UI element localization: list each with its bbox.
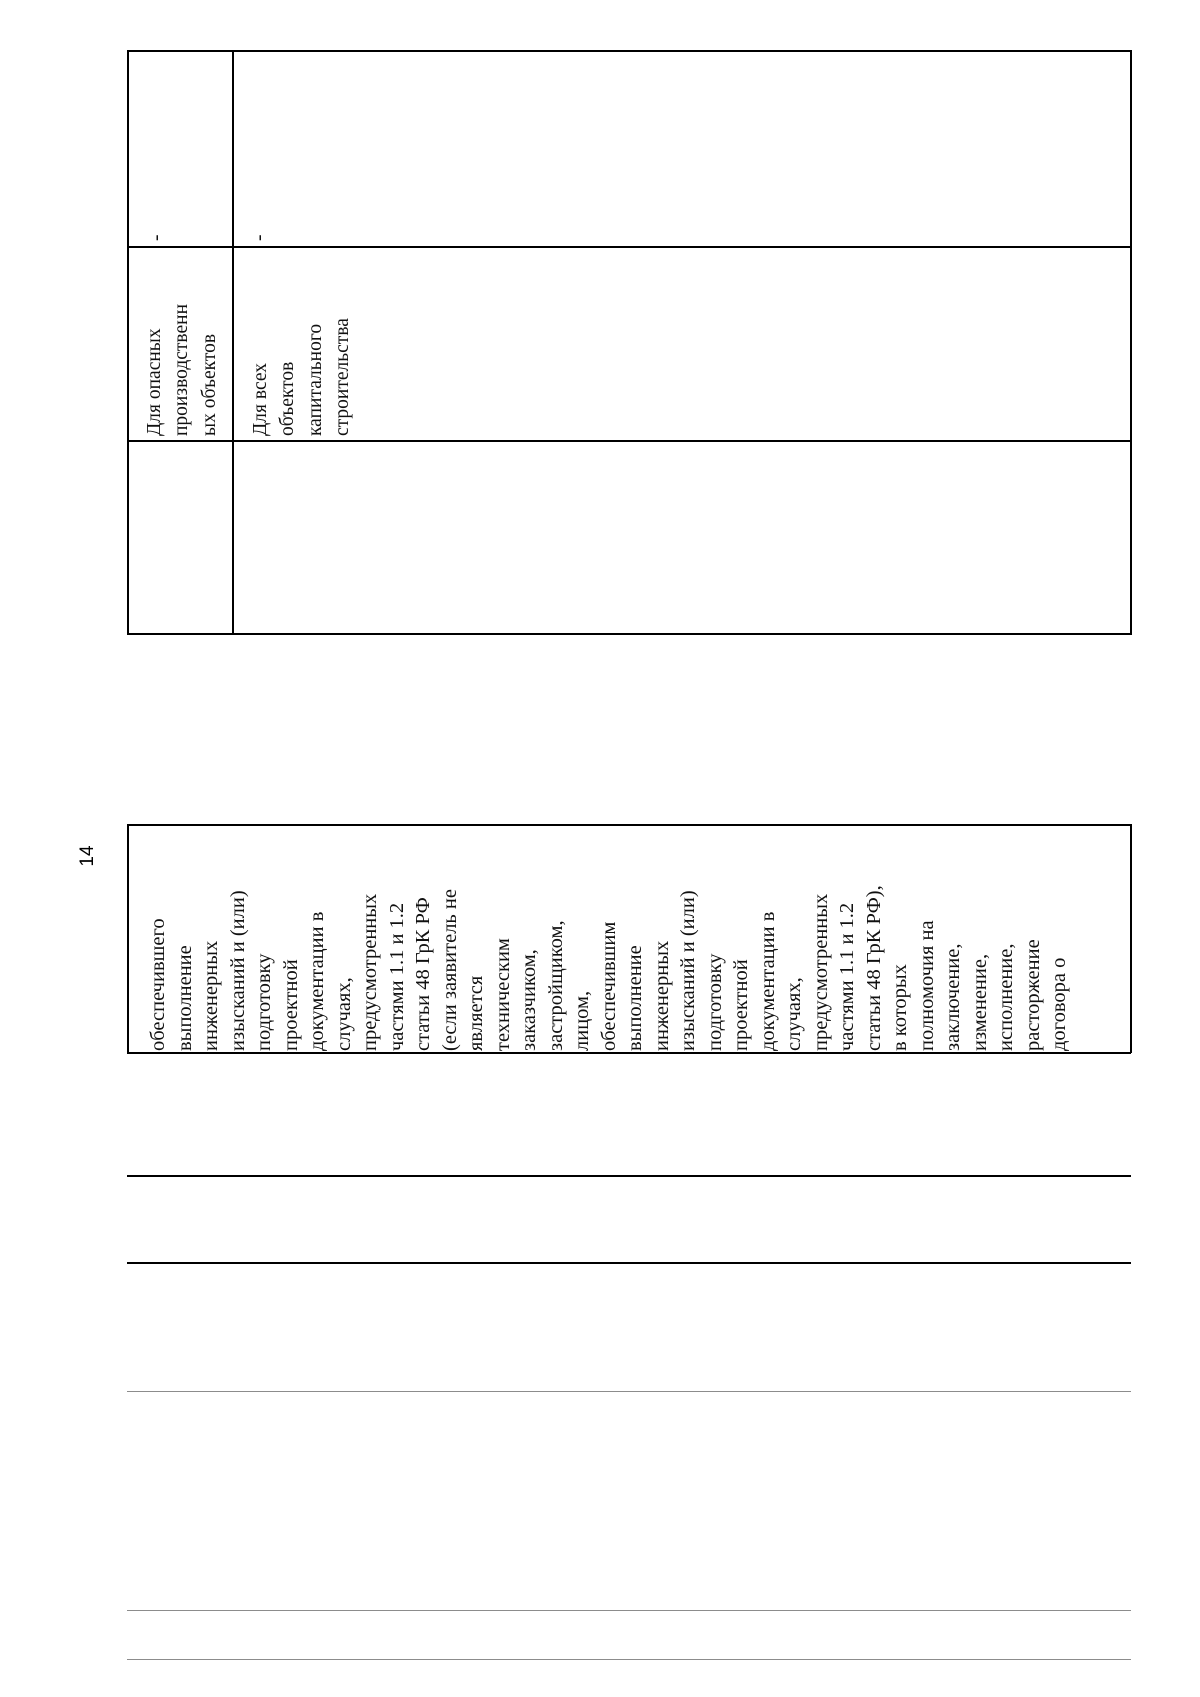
table-border [127,1659,1131,1660]
table-border [127,440,1131,442]
table-border [1130,824,1132,1053]
table-cell [128,51,231,245]
table-border [127,1610,1131,1611]
table-cell [233,51,1129,245]
page-number: 14 [77,845,98,867]
cell-text-dash: - [146,234,167,241]
table-border [127,1175,1131,1177]
table-border [1130,50,1132,635]
table-border [127,1262,1131,1264]
cell-text-dash: - [249,234,270,241]
cell-text-hazardous-objects: Для опасных производственн ых объектов [144,303,220,436]
table-border [127,633,1131,635]
table-cell [128,247,231,439]
table-border [127,1052,1131,1054]
table-cell [128,825,1130,1052]
table-border [127,1391,1131,1392]
cell-text-all-objects: Для всех объектов капитального строительства [250,318,353,436]
cell-text-main: обеспечившего выполнение инженерных изысканий и (или) подготовку проектной документации в случаях, предусмотренных частями 1.1 и 1.2 статьи 48 ГрК РФ (если заявитель не является техническим заказчиком, застройщиком, лицом, обеспечившим выполнение инженерных изысканий и (или) подготовку проектной документации в случаях, предусмотренных частями 1.1 и 1.2 статьи 48 ГрК РФ), в которых полномочия на заключение, изменение, исполнение, расторжение договора о [147,885,1070,1051]
table-cell [233,247,1129,439]
